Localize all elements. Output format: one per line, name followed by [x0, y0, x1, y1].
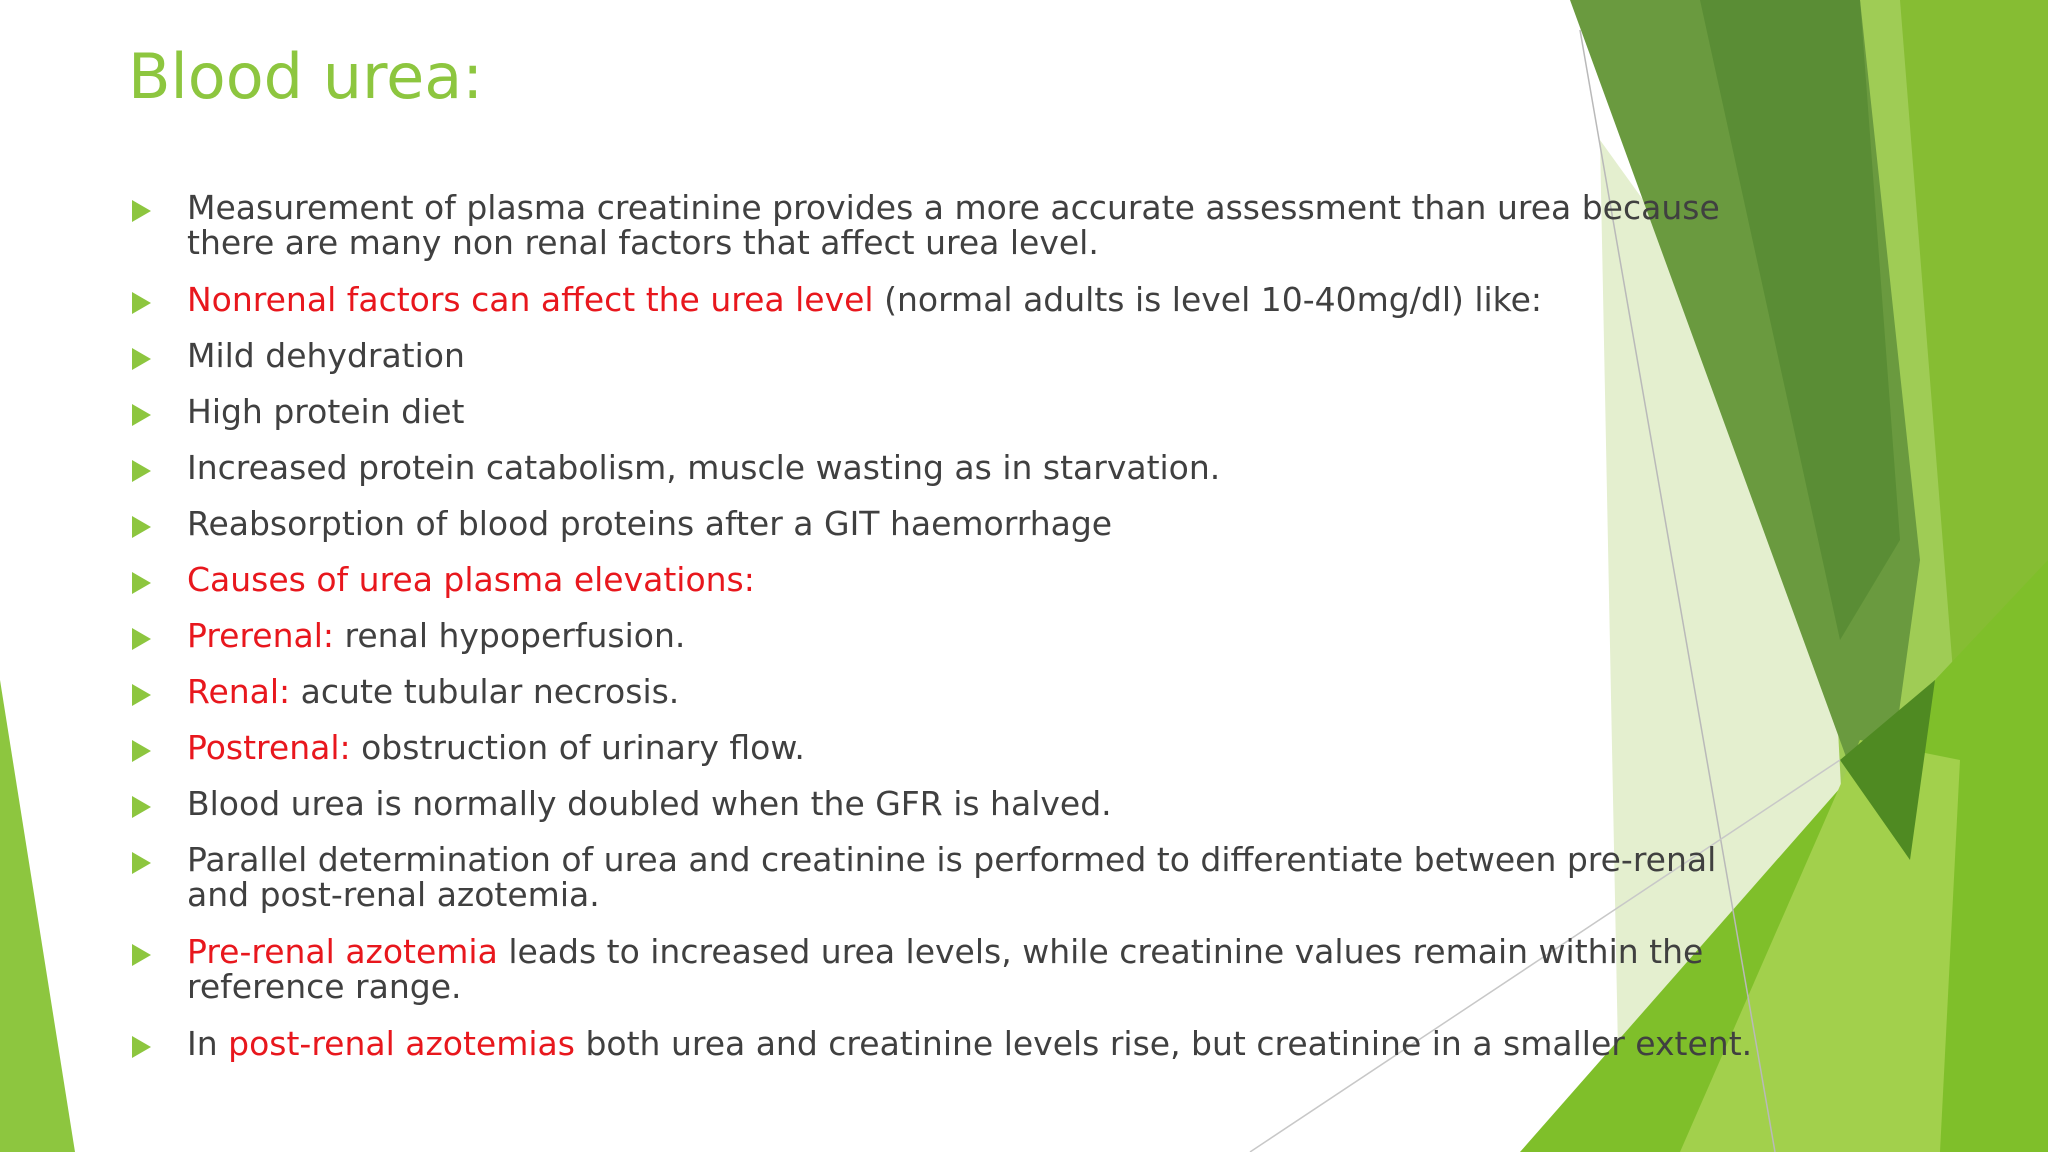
bullet-text: Blood urea is normally doubled when the GFR is halved.	[187, 784, 1112, 823]
bullet-arrow-icon	[132, 200, 151, 222]
bullet-arrow-icon	[132, 292, 151, 314]
bullet-highlight: Causes of urea plasma elevations:	[187, 560, 755, 599]
bullet-text: Mild dehydration	[187, 336, 465, 375]
bullet-text: Increased protein catabolism, muscle wasting as in starvation.	[187, 448, 1221, 487]
bullet-item	[130, 282, 1770, 317]
bullet-highlight: Postrenal:	[187, 728, 351, 767]
bullet-text: (normal adults is level 10-40mg/dl) like:	[873, 280, 1543, 319]
deco-left-sliver	[0, 680, 75, 1152]
bullet-item	[130, 450, 1770, 485]
bullet-arrow-icon	[132, 796, 151, 818]
bullet-highlight: Pre-renal azotemia	[187, 932, 498, 971]
bullet-item	[130, 1026, 1770, 1061]
bullet-arrow-icon	[132, 684, 151, 706]
bullet-item	[130, 338, 1770, 373]
bullet-text: both urea and creatinine levels rise, but creatinine in a smaller extent.	[574, 1024, 1753, 1063]
bullet-text: Reabsorption of blood proteins after a GIT haemorrhage	[187, 504, 1113, 543]
bullet-text: renal hypoperfusion.	[334, 616, 686, 655]
bullet-highlight: Renal:	[187, 672, 291, 711]
bullet-highlight: Nonrenal factors can affect the urea level	[187, 280, 874, 319]
bullet-item	[130, 562, 1770, 597]
slide-title: Blood urea:	[128, 40, 484, 113]
bullet-item	[130, 730, 1770, 765]
bullet-item	[130, 394, 1770, 429]
bullet-item	[130, 618, 1770, 653]
bullet-item	[130, 674, 1770, 709]
bullet-arrow-icon	[132, 852, 151, 874]
bullet-arrow-icon	[132, 516, 151, 538]
bullet-text: leads to increased urea levels, while creatinine values remain within the reference range.	[187, 932, 1704, 1006]
bullet-arrow-icon	[132, 1036, 151, 1058]
bullet-text: Measurement of plasma creatinine provides a more accurate assessment than urea because there are many non renal factors that affect urea level.	[187, 188, 1720, 262]
bullet-highlight: Prerenal:	[187, 616, 335, 655]
bullet-arrow-icon	[132, 404, 151, 426]
bullet-item	[130, 934, 1770, 1004]
bullet-arrow-icon	[132, 348, 151, 370]
bullet-list	[130, 190, 1770, 1061]
bullet-arrow-icon	[132, 460, 151, 482]
bullet-item	[130, 506, 1770, 541]
bullet-arrow-icon	[132, 944, 151, 966]
bullet-arrow-icon	[132, 572, 151, 594]
bullet-text: Parallel determination of urea and creatinine is performed to differentiate between pre-renal and post-renal azotemia.	[187, 840, 1717, 914]
bullet-arrow-icon	[132, 740, 151, 762]
bullet-highlight: post-renal azotemias	[228, 1024, 575, 1063]
bullet-arrow-icon	[132, 628, 151, 650]
bullet-item	[130, 190, 1770, 260]
bullet-item	[130, 786, 1770, 821]
bullet-text: acute tubular necrosis.	[290, 672, 680, 711]
bullet-text: In	[187, 1024, 229, 1063]
bullet-text: High protein diet	[187, 392, 465, 431]
bullet-text: obstruction of urinary flow.	[350, 728, 805, 767]
bullet-item	[130, 842, 1770, 912]
